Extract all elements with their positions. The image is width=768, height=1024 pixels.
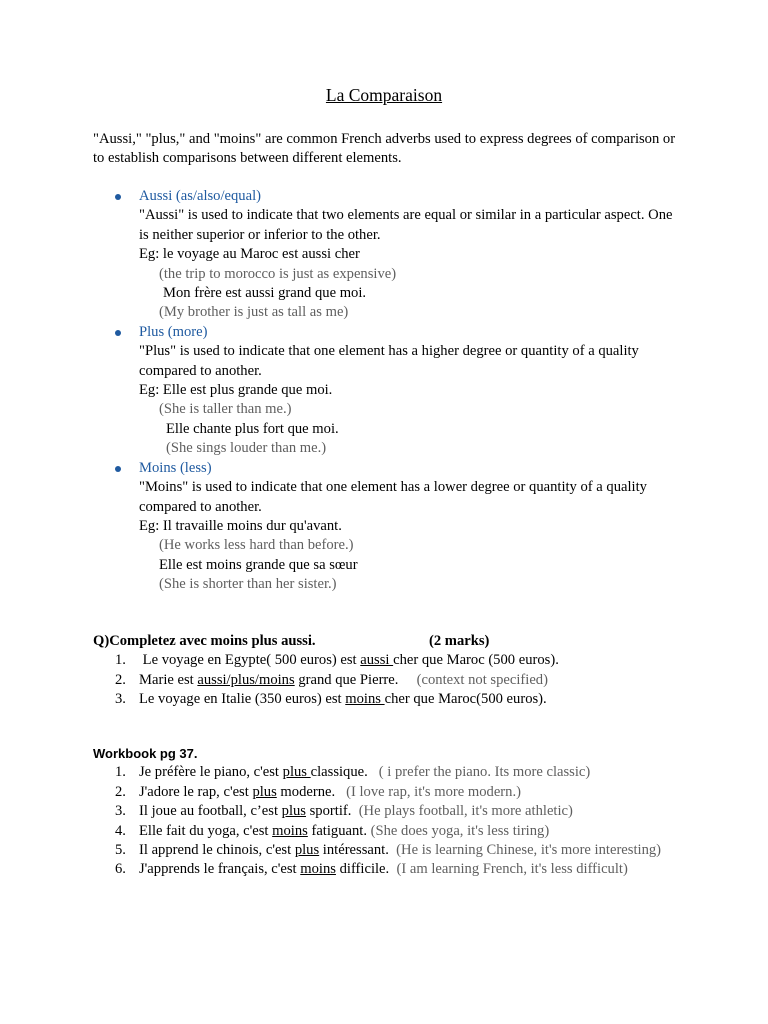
bullet-heading: Moins (less) — [139, 459, 684, 478]
list-item: 2. J'adore le rap, c'est plus moderne. (I love rap, it's more modern.) — [93, 783, 684, 802]
workbook-list — [93, 763, 693, 879]
item-number: 6. — [115, 861, 126, 878]
adverb-bullet-list — [139, 187, 684, 595]
bullet-item-aussi — [139, 187, 684, 323]
example-translation: (She sings louder than me.) — [166, 440, 327, 457]
bullet-heading: Aussi (as/also/equal) — [139, 187, 684, 206]
list-item: 6. J'apprends le français, c'est moins difficile. (I am learning French, it's less difficult) — [93, 860, 684, 879]
item-hint: ( i prefer the piano. Its more classic) — [378, 764, 591, 781]
bullet-dot-icon — [115, 194, 121, 200]
intro-paragraph: "Aussi," "plus," and "moins" are common French adverbs used to express degrees of comparison or to establish comparisons between different elements. — [93, 131, 676, 167]
example-translation: (She is taller than me.) — [159, 401, 292, 418]
bullet-description: "Plus" is used to indicate that one element has a higher degree or quantity of a quality compared to another. — [139, 343, 639, 379]
item-number: 3. — [115, 691, 126, 708]
answer-word: plus — [294, 842, 320, 859]
bullet-item-moins — [139, 459, 684, 595]
question-section — [93, 632, 693, 710]
item-hint: (He is learning Chinese, it's more interesting) — [396, 842, 662, 859]
item-number: 4. — [115, 822, 126, 839]
list-item: 3. Le voyage en Italie (350 euros) est moins cher que Maroc(500 euros). — [93, 690, 684, 709]
workbook-heading: Workbook pg 37. — [93, 746, 198, 761]
bullet-heading: Plus (more) — [139, 323, 684, 342]
bullet-description: "Moins" is used to indicate that one element has a lower degree or quantity of a quality compared to another. — [139, 479, 647, 515]
list-item: 3. Il joue au football, c’est plus sportif. (He plays football, it's more athletic) — [93, 802, 684, 821]
list-item: 1. Je préfère le piano, c'est plus classique. ( i prefer the piano. Its more classic) — [93, 763, 684, 782]
item-hint: (I love rap, it's more modern.) — [346, 783, 521, 800]
bullet-description: "Aussi" is used to indicate that two elements are equal or similar in a particular aspect. One is neither superior or inferior to the other. — [139, 207, 673, 243]
item-number: 5. — [115, 842, 126, 859]
list-item: 5. Il apprend le chinois, c'est plus intéressant. (He is learning Chinese, it's more interesting) — [93, 841, 684, 860]
answer-word: moins — [272, 822, 308, 839]
example-translation: (He works less hard than before.) — [159, 537, 354, 554]
example-sentence: Eg: le voyage au Maroc est aussi cher — [139, 246, 360, 263]
bullet-dot-icon — [115, 466, 121, 472]
item-number: 3. — [115, 803, 126, 820]
list-item: 1. Le voyage en Egypte( 500 euros) est aussi cher que Maroc (500 euros). — [93, 651, 684, 670]
item-number: 1. — [115, 652, 126, 669]
list-item: 4. Elle fait du yoga, c'est moins fatiguant. (She does yoga, it's less tiring) — [93, 822, 684, 841]
question-heading: Q)Completez avec moins plus aussi. (2 marks) — [93, 632, 693, 651]
example-sentence: Elle chante plus fort que moi. — [166, 420, 339, 437]
answer-word: aussi — [360, 652, 394, 669]
list-item: 2. Marie est aussi/plus/moins grand que Pierre. (context not specified) — [93, 671, 684, 690]
example-translation: (My brother is just as tall as me) — [159, 304, 349, 321]
answer-word: moins — [345, 691, 385, 708]
answer-word: plus — [281, 803, 306, 820]
answer-word: moins — [300, 861, 336, 878]
item-hint: (She does yoga, it's less tiring) — [370, 822, 550, 839]
answer-word: plus — [252, 783, 277, 800]
item-hint: (He plays football, it's more athletic) — [358, 803, 573, 820]
example-translation: (She is shorter than her sister.) — [159, 576, 337, 593]
bullet-dot-icon — [115, 330, 121, 336]
example-sentence: Eg: Il travaille moins dur qu'avant. — [139, 517, 342, 534]
answer-word: aussi/plus/moins — [197, 671, 295, 688]
example-sentence: Mon frère est aussi grand que moi. — [163, 285, 367, 302]
example-sentence: Eg: Elle est plus grande que moi. — [139, 382, 333, 399]
workbook-section — [93, 744, 693, 880]
example-sentence: Elle est moins grande que sa sœur — [159, 556, 358, 573]
marks-label: (2 marks) — [429, 633, 490, 649]
page-title: La Comparaison — [325, 85, 443, 105]
item-hint: (I am learning French, it's less difficult) — [396, 861, 628, 878]
item-number: 1. — [115, 764, 126, 781]
item-hint: (context not specified) — [416, 671, 548, 688]
answer-word: plus — [282, 764, 311, 781]
bullet-item-plus — [139, 323, 684, 459]
example-translation: (the trip to morocco is just as expensive) — [159, 265, 397, 282]
question-list — [93, 651, 693, 709]
item-number: 2. — [115, 783, 126, 800]
item-number: 2. — [115, 671, 126, 688]
